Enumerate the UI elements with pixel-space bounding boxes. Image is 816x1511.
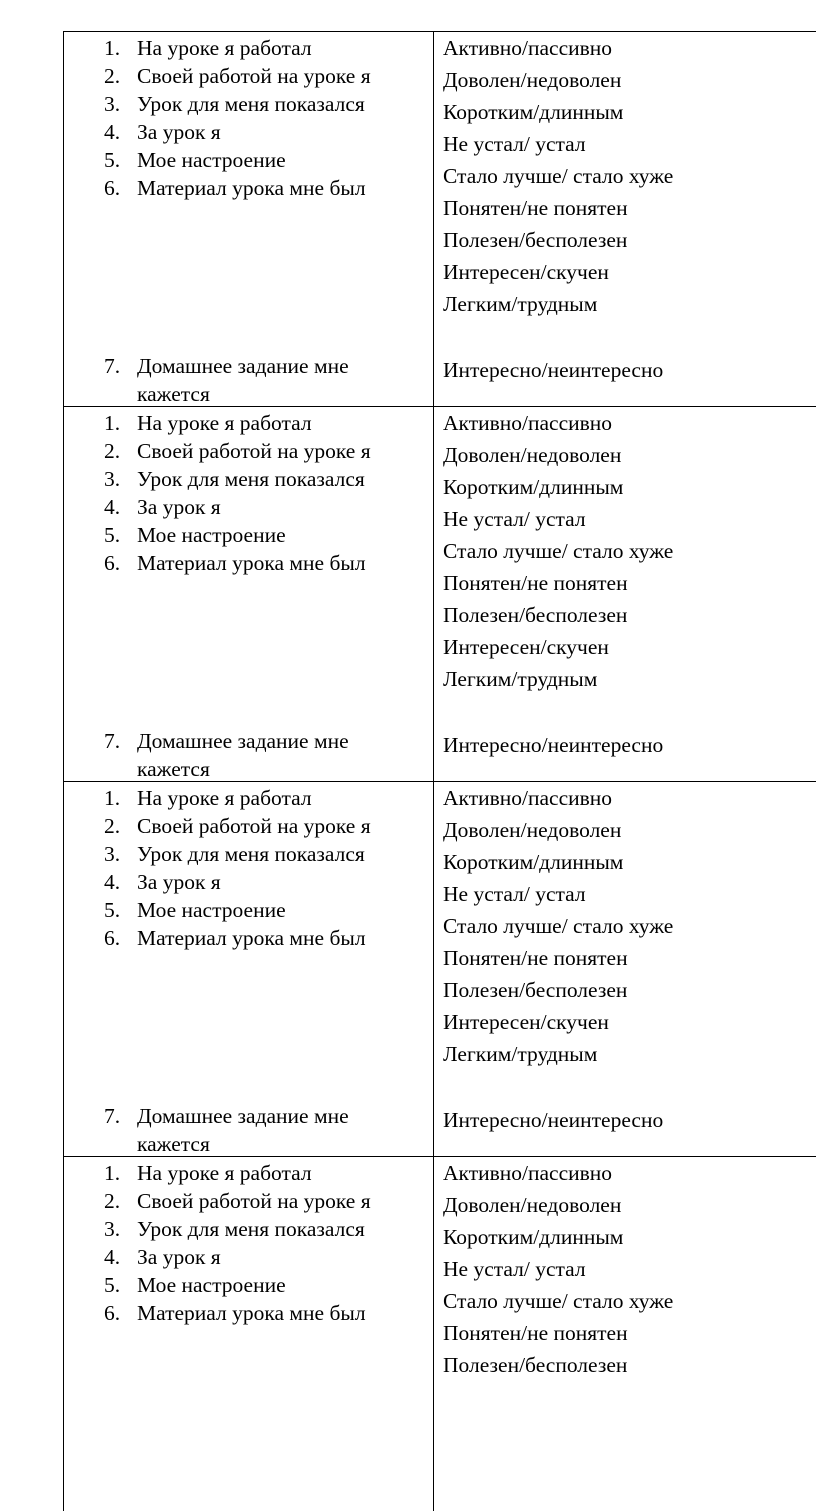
- question-text: Материал урока мне был: [137, 1299, 366, 1327]
- answer-option: Коротким/длинным: [443, 473, 623, 501]
- question-text: На уроке я работал: [137, 1159, 312, 1187]
- answer-option: Активно/пассивно: [443, 34, 612, 62]
- answer-option: Полезен/бесполезен: [443, 1351, 627, 1379]
- answer-option: Интересен/скучен: [443, 633, 609, 661]
- question-number: 3.: [104, 90, 130, 118]
- question-number: 4.: [104, 1243, 130, 1271]
- answer-option: Легким/трудным: [443, 665, 597, 693]
- question-text: Мое настроение: [137, 521, 286, 549]
- questions-cell: [64, 1157, 434, 1511]
- question-number: 1.: [104, 34, 130, 62]
- question-text: Домашнее задание мне кажется: [137, 727, 387, 781]
- answer-option: Полезен/бесполезен: [443, 226, 627, 254]
- question-text: Материал урока мне был: [137, 549, 366, 577]
- question-text: Урок для меня показался: [137, 90, 365, 118]
- answer-option: Стало лучше/ стало хуже: [443, 162, 673, 190]
- answer-option: Интересен/скучен: [443, 1008, 609, 1036]
- question-text: Своей работой на уроке я: [137, 812, 371, 840]
- question-text: Своей работой на уроке я: [137, 62, 371, 90]
- question-number: 7.: [104, 727, 130, 755]
- questions-cell: [64, 32, 434, 407]
- answer-option: Доволен/недоволен: [443, 1191, 621, 1219]
- answer-option: Активно/пассивно: [443, 409, 612, 437]
- question-number: 2.: [104, 812, 130, 840]
- question-text: Урок для меня показался: [137, 465, 365, 493]
- question-text: Мое настроение: [137, 896, 286, 924]
- answer-option: Полезен/бесполезен: [443, 976, 627, 1004]
- question-number: 6.: [104, 174, 130, 202]
- answer-option: Понятен/не понятен: [443, 1319, 628, 1347]
- reflection-table: [63, 31, 816, 1511]
- question-number: 2.: [104, 437, 130, 465]
- answer-option: Интересно/неинтересно: [443, 1106, 663, 1134]
- question-number: 2.: [104, 1187, 130, 1215]
- answer-option: Коротким/длинным: [443, 848, 623, 876]
- answer-option: Активно/пассивно: [443, 784, 612, 812]
- answer-option: Доволен/недоволен: [443, 66, 621, 94]
- answer-option: Доволен/недоволен: [443, 816, 621, 844]
- question-text: За урок я: [137, 1243, 221, 1271]
- question-number: 6.: [104, 1299, 130, 1327]
- question-number: 1.: [104, 1159, 130, 1187]
- question-number: 3.: [104, 1215, 130, 1243]
- question-number: 1.: [104, 784, 130, 812]
- question-text: Домашнее задание мне кажется: [137, 1102, 387, 1156]
- question-text: На уроке я работал: [137, 784, 312, 812]
- answer-option: Стало лучше/ стало хуже: [443, 1287, 673, 1315]
- question-text: Материал урока мне был: [137, 174, 366, 202]
- answer-option: Легким/трудным: [443, 1040, 597, 1068]
- answer-option: Интересно/неинтересно: [443, 731, 663, 759]
- answer-option: Коротким/длинным: [443, 98, 623, 126]
- question-text: За урок я: [137, 493, 221, 521]
- question-number: 4.: [104, 118, 130, 146]
- question-number: 3.: [104, 465, 130, 493]
- question-text: За урок я: [137, 868, 221, 896]
- question-number: 5.: [104, 1271, 130, 1299]
- question-text: За урок я: [137, 118, 221, 146]
- question-number: 4.: [104, 493, 130, 521]
- question-number: 5.: [104, 521, 130, 549]
- question-number: 3.: [104, 840, 130, 868]
- answers-cell: [434, 32, 816, 407]
- answers-cell: [434, 1157, 816, 1511]
- table-row: [64, 407, 816, 782]
- answer-option: Не устал/ устал: [443, 505, 586, 533]
- answer-option: Не устал/ устал: [443, 1255, 586, 1283]
- question-number: 7.: [104, 1102, 130, 1130]
- table-row: [64, 1157, 816, 1511]
- question-text: Домашнее задание мне кажется: [137, 352, 387, 406]
- questions-cell: [64, 782, 434, 1157]
- answer-option: Стало лучше/ стало хуже: [443, 912, 673, 940]
- answer-option: Понятен/не понятен: [443, 569, 628, 597]
- answer-option: Не устал/ устал: [443, 130, 586, 158]
- question-text: Своей работой на уроке я: [137, 1187, 371, 1215]
- document-page: [63, 31, 816, 1387]
- answer-option: Интересен/скучен: [443, 258, 609, 286]
- answer-option: Интересно/неинтересно: [443, 356, 663, 384]
- question-number: 5.: [104, 146, 130, 174]
- questions-cell: [64, 407, 434, 782]
- question-text: Мое настроение: [137, 1271, 286, 1299]
- answer-option: Не устал/ устал: [443, 880, 586, 908]
- question-text: На уроке я работал: [137, 34, 312, 62]
- answer-option: Понятен/не понятен: [443, 944, 628, 972]
- answer-option: Активно/пассивно: [443, 1159, 612, 1187]
- question-text: Урок для меня показался: [137, 840, 365, 868]
- question-text: Мое настроение: [137, 146, 286, 174]
- question-number: 1.: [104, 409, 130, 437]
- answers-cell: [434, 782, 816, 1157]
- answer-option: Доволен/недоволен: [443, 441, 621, 469]
- question-number: 2.: [104, 62, 130, 90]
- question-text: Урок для меня показался: [137, 1215, 365, 1243]
- answer-option: Легким/трудным: [443, 290, 597, 318]
- question-text: Материал урока мне был: [137, 924, 366, 952]
- answer-option: Полезен/бесполезен: [443, 601, 627, 629]
- question-number: 4.: [104, 868, 130, 896]
- question-number: 5.: [104, 896, 130, 924]
- question-number: 7.: [104, 352, 130, 380]
- question-number: 6.: [104, 549, 130, 577]
- answer-option: Стало лучше/ стало хуже: [443, 537, 673, 565]
- answers-cell: [434, 407, 816, 782]
- answer-option: Понятен/не понятен: [443, 194, 628, 222]
- question-text: Своей работой на уроке я: [137, 437, 371, 465]
- question-number: 6.: [104, 924, 130, 952]
- table-row: [64, 32, 816, 407]
- table-row: [64, 782, 816, 1157]
- answer-option: Коротким/длинным: [443, 1223, 623, 1251]
- question-text: На уроке я работал: [137, 409, 312, 437]
